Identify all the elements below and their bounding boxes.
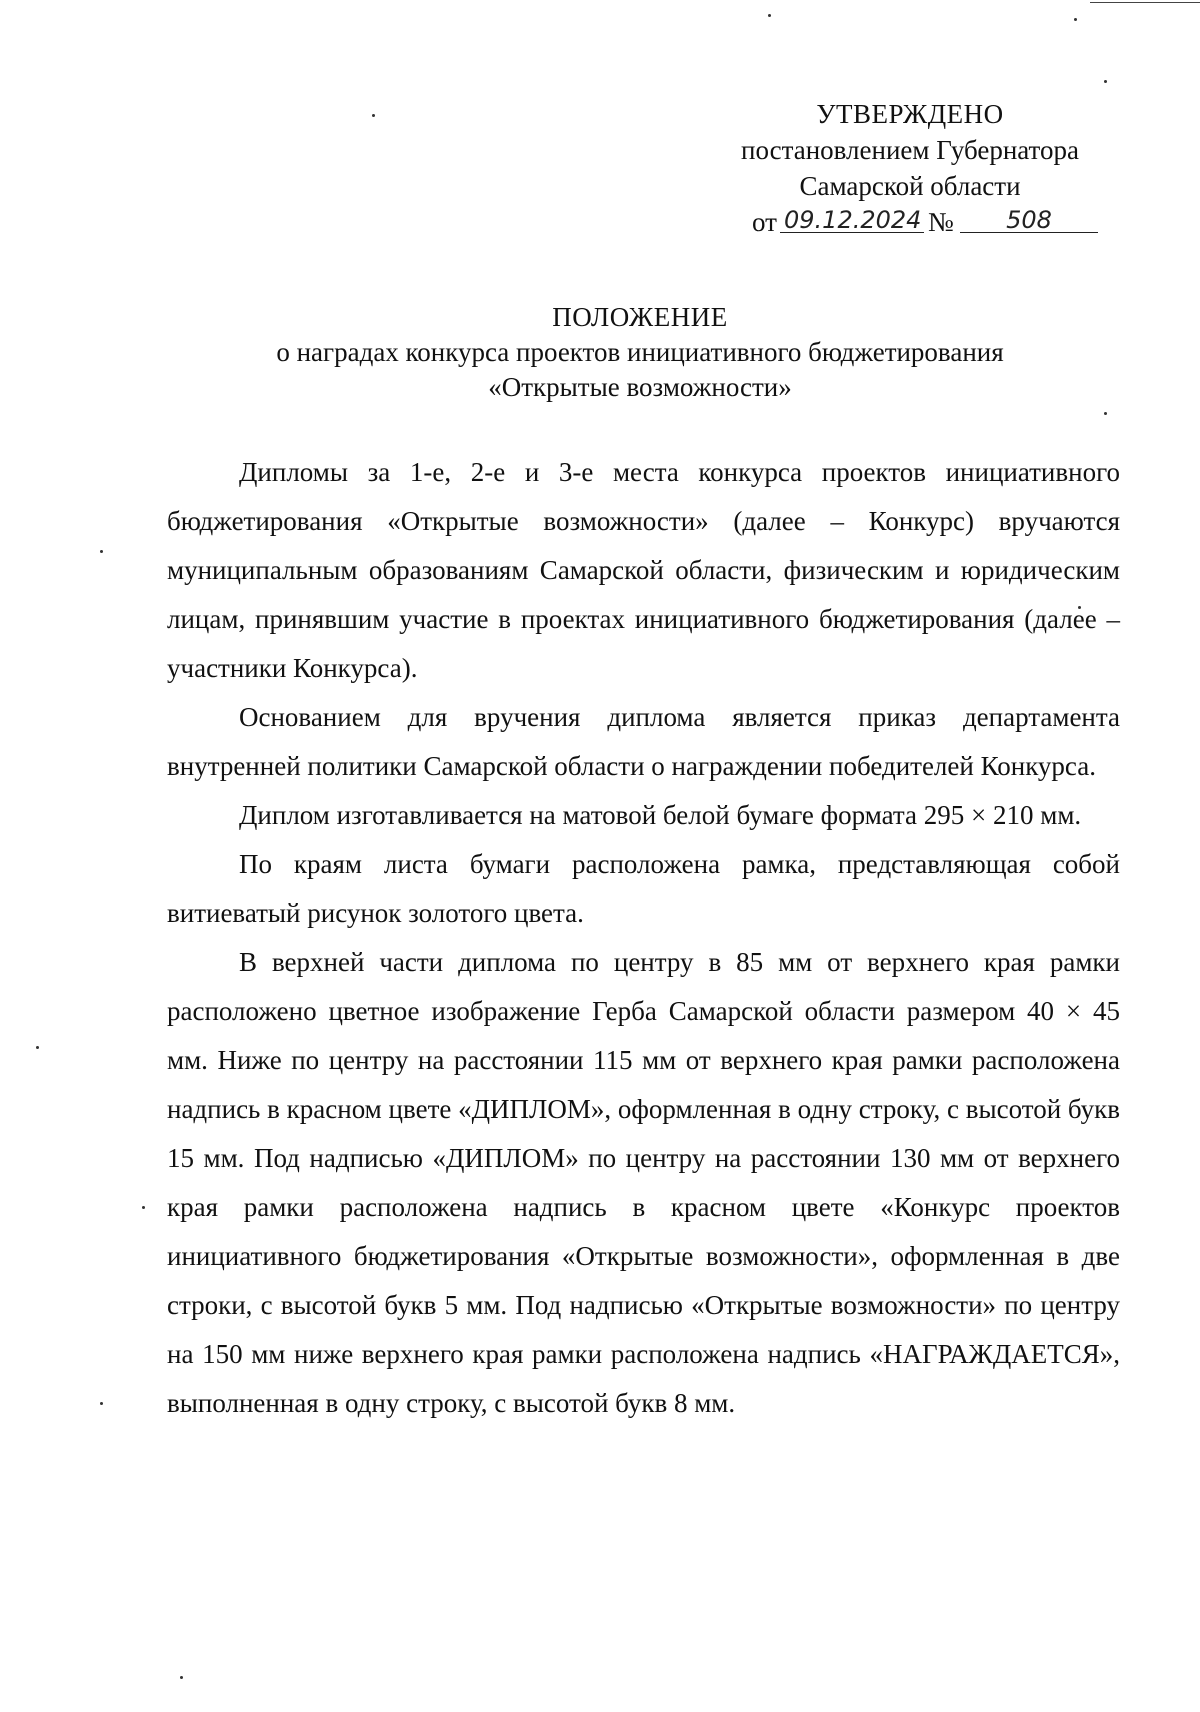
scan-speck (142, 1206, 145, 1209)
approval-title: УТВЕРЖДЕНО (816, 99, 1004, 129)
body-paragraph: Диплом изготавливается на матовой белой бумаге формата 295 × 210 мм. (239, 800, 1082, 830)
scan-speck (1074, 18, 1077, 21)
number-sign: № (928, 207, 954, 237)
scan-speck (1104, 412, 1107, 415)
body-paragraph: Дипломы за 1-е, 2-е и 3-е места конкурса проектов инициативного бюджетирования «Открытые возможности» (далее – Конкурс) вручаются муниципальным образованиям Самарской области, физическим и юридическим лицам, принявшим участие в проектах инициативного бюджетирования (далее – участники Конкурса). (167, 457, 1120, 683)
document-subtitle: о наградах конкурса проектов инициативного бюджетирования (276, 337, 1004, 367)
approval-block (700, 96, 1120, 240)
handwritten-date: 09.12.2024 (780, 202, 924, 233)
approval-date-number-line (700, 204, 1120, 240)
scan-speck (372, 114, 375, 117)
scan-speck (100, 550, 103, 553)
scan-speck (100, 1402, 103, 1405)
date-prefix: от (752, 207, 777, 237)
scan-speck (180, 1676, 183, 1679)
scan-edge-line (1090, 2, 1200, 3)
body-paragraph: В верхней части диплома по центру в 85 мм от верхнего края рамки расположено цветное изображение Герба Самарской области размером 40 × 45 мм. Ниже по центру на расстоянии 115 мм от верхнего края рамки расположена надпись в красном цвете «ДИПЛОМ», оформленная в одну строку, с высотой букв 15 мм. Под надписью «ДИПЛОМ» по центру на расстоянии 130 мм от верхнего края рамки расположена надпись в красном цвете «Конкурс проектов инициативного бюджетирования «Открытые возможности», оформленная в две строки, с высотой букв 5 мм. Под надписью «Открытые возможности» по центру на 150 мм ниже верхнего края рамки расположена надпись «НАГРАЖДАЕТСЯ», выполненная в одну строку, с высотой букв 8 мм. (167, 947, 1120, 1418)
approval-line: постановлением Губернатора (741, 135, 1079, 165)
scan-speck (36, 1046, 39, 1049)
scan-speck (768, 14, 771, 17)
body-paragraph: Основанием для вручения диплома является приказ департамента внутренней политики Самарской области о награждении победителей Конкурса. (167, 702, 1120, 781)
handwritten-number: 508 (960, 202, 1098, 233)
approval-line: Самарской области (799, 171, 1021, 201)
body-paragraph: По краям листа бумаги расположена рамка, представляющая собой витиеватый рисунок золотого цвета. (167, 849, 1120, 928)
document-title: ПОЛОЖЕНИЕ (552, 302, 728, 332)
document-heading (160, 300, 1120, 405)
document-body (167, 448, 1120, 1428)
scan-speck (1104, 80, 1107, 83)
document-subtitle: «Открытые возможности» (488, 372, 792, 402)
